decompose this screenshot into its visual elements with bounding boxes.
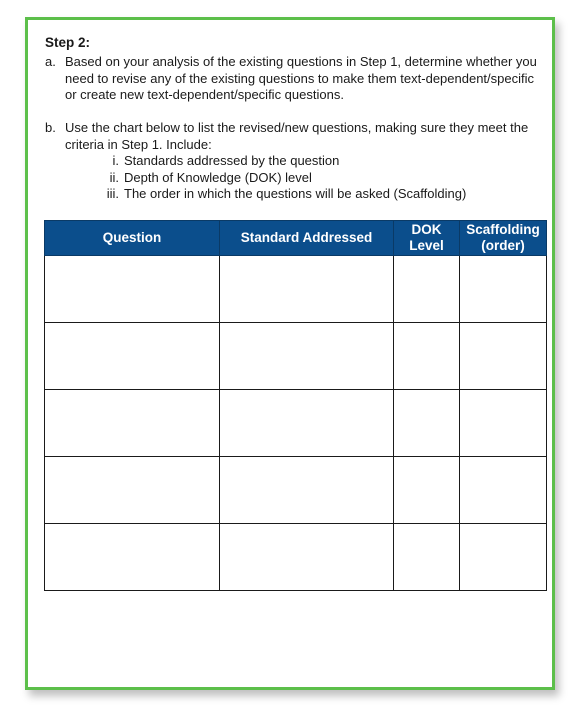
table-row [45, 323, 547, 390]
criteria-item-text: Depth of Knowledge (DOK) level [124, 169, 312, 185]
standard-cell[interactable] [220, 256, 394, 323]
criteria-item [88, 153, 466, 170]
scaffolding-cell[interactable] [460, 323, 547, 390]
table-row [45, 256, 547, 323]
question-cell[interactable] [45, 256, 220, 323]
criteria-item-number: iii. [106, 186, 119, 201]
instruction-b-marker: b. [45, 120, 56, 135]
scaffolding-cell[interactable] [460, 256, 547, 323]
header-scaffolding-order: Scaffolding (order) [460, 221, 547, 256]
criteria-item-text: The order in which the questions will be asked (Scaffolding) [124, 186, 467, 201]
header-standard-addressed: Standard Addressed [220, 221, 394, 256]
question-cell[interactable] [45, 457, 220, 524]
criteria-item-number: i. [112, 153, 119, 168]
instruction-a-text: Based on your analysis of the existing questions in Step 1, determine whether you need to revise any of the existing questions to make them text-dependent/specific or create new text-dependent/specific questions. [65, 54, 537, 102]
question-cell[interactable] [45, 524, 220, 591]
instruction-a-marker: a. [45, 54, 56, 69]
criteria-item [88, 186, 466, 203]
dok-cell[interactable] [394, 256, 460, 323]
instruction-b [45, 120, 545, 155]
criteria-item [88, 170, 466, 187]
table-row [45, 457, 547, 524]
table-row [45, 390, 547, 457]
criteria-item-text: Standards addressed by the question [124, 153, 340, 168]
chart-header-row [45, 221, 547, 256]
criteria-list [88, 153, 466, 203]
standard-cell[interactable] [220, 390, 394, 457]
dok-cell[interactable] [394, 524, 460, 591]
table-row [45, 524, 547, 591]
question-cell[interactable] [45, 390, 220, 457]
scaffolding-cell[interactable] [460, 457, 547, 524]
instruction-b-text: Use the chart below to list the revised/new questions, making sure they meet the criteria in Step 1. Include: [65, 120, 529, 152]
dok-cell[interactable] [394, 390, 460, 457]
instruction-a [45, 54, 545, 106]
question-cell[interactable] [45, 323, 220, 390]
scaffolding-cell[interactable] [460, 390, 547, 457]
dok-cell[interactable] [394, 323, 460, 390]
standard-cell[interactable] [220, 524, 394, 591]
criteria-item-number: ii. [109, 169, 119, 185]
worksheet-page [25, 17, 555, 690]
standard-cell[interactable] [220, 457, 394, 524]
questions-chart [44, 220, 547, 591]
header-question: Question [45, 221, 220, 256]
scaffolding-cell[interactable] [460, 524, 547, 591]
step-heading: Step 2: [45, 35, 91, 50]
standard-cell[interactable] [220, 323, 394, 390]
header-dok-level: DOK Level [394, 221, 460, 256]
dok-cell[interactable] [394, 457, 460, 524]
